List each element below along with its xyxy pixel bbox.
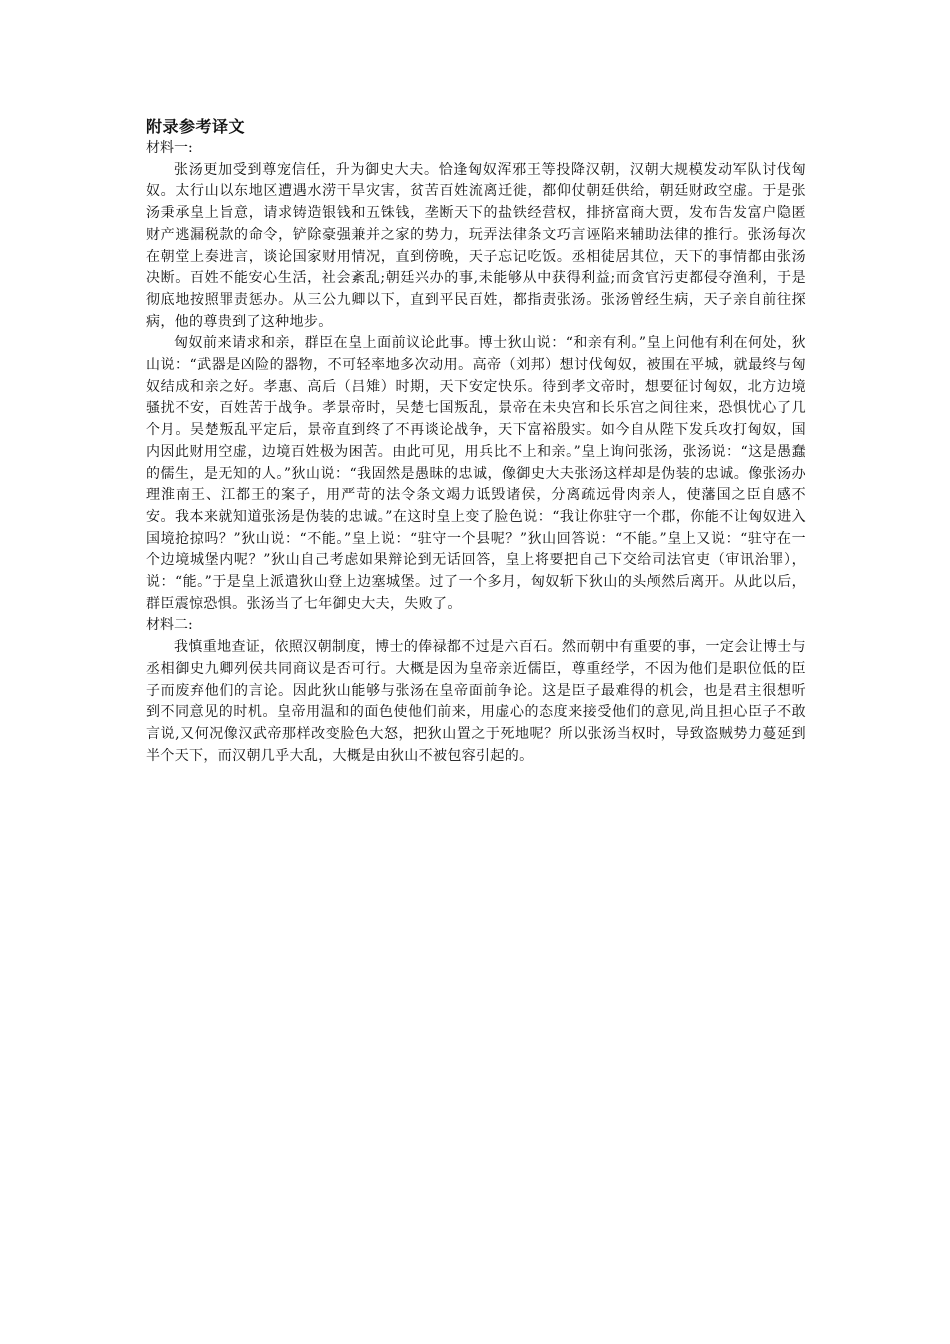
material-2-paragraph-1: 我慎重地查证，依照汉朝制度，博士的俸禄都不过是六百石。然而朝中有重要的事，一定会让博士与丞相御史九卿列侯共同商议是否可行。大概是因为皇帝亲近儒臣，尊重经学，不因为他们是职位低的臣子而废弃他们的言论。因此狄山能够与张汤在皇帝面前争论。这是臣子最难得的机会，也是君主很想听到不同意见的时机。皇帝用温和的面色使他们前来，用虚心的态度来接受他们的意见,尚且担心臣子不敢言说,又何况像汉武帝那样改变脸色大怒，把狄山置之于死地呢？所以张汤当权时，导致盗贼势力蔓延到半个天下，而汉朝几乎大乱，大概是由狄山不被包容引起的。 — [146, 639, 806, 764]
document-page — [146, 116, 806, 767]
document-title: 附录参考译文 — [146, 117, 246, 136]
material-1-paragraph-2: 匈奴前来请求和亲，群臣在皇上面前议论此事。博士狄山说：“和亲有利。”皇上问他有利在何处，狄山说：“武器是凶险的器物，不可轻率地多次动用。高帝（刘邦）想讨伐匈奴，被围在平城，就最终与匈奴结成和亲之好。孝惠、高后（吕雉）时期，天下安定快乐。待到孝文帝时，想要征讨匈奴，北方边境骚扰不安，百姓苦于战争。孝景帝时，吴楚七国叛乱，景帝在未央宫和长乐宫之间往来，恐惧忧心了几个月。吴楚叛乱平定后，景帝直到终了不再谈论战争，天下富裕殷实。如今自从陛下发兵攻打匈奴，国内因此财用空虚，边境百姓极为困苦。由此可见，用兵比不上和亲。”皇上询问张汤，张汤说：“这是愚蠢的儒生，是无知的人。”狄山说：“我固然是愚昧的忠诚，像御史大夫张汤这样却是伪装的忠诚。像张汤办理淮南王、江都王的案子，用严苛的法令条文竭力诋毁诸侯，分离疏远骨肉亲人，使藩国之臣自感不安。我本来就知道张汤是伪装的忠诚。”在这时皇上变了脸色说：“我让你驻守一个郡，你能不让匈奴进入国境抢掠吗？”狄山说：“不能。”皇上说：“驻守一个县呢？”狄山回答说：“不能。”皇上又说：“驻守在一个边境城堡内呢？”狄山自己考虑如果辩论到无话回答，皇上将要把自己下交给司法官吏（审讯治罪），说：“能。”于是皇上派遣狄山登上边塞城堡。过了一个多月，匈奴斩下狄山的头颅然后离开。从此以后，群臣震惊恐惧。张汤当了七年御史大夫，失败了。 — [146, 335, 806, 612]
material-1-paragraph-1: 张汤更加受到尊宠信任，升为御史大夫。恰逢匈奴浑邪王等投降汉朝，汉朝大规模发动军队讨伐匈奴。太行山以东地区遭遇水涝干旱灾害，贫苦百姓流离迁徙，都仰仗朝廷供给，朝廷财政空虚。于是张汤秉承皇上旨意，请求铸造银钱和五铢钱，垄断天下的盐铁经营权，排挤富商大贾，发布告发富户隐匿财产逃漏税款的命令，铲除豪强兼并之家的势力，玩弄法律条文巧言诬陷来辅助法律的推行。张汤每次在朝堂上奏进言，谈论国家财用情况，直到傍晚，天子忘记吃饭。丞相徒居其位，天下的事情都由张汤决断。百姓不能安心生活，社会紊乱;朝廷兴办的事,未能够从中获得利益;而贪官污吏都侵夺渔利，于是彻底地按照罪责惩办。从三公九卿以下，直到平民百姓，都指责张汤。张汤曾经生病，天子亲自前往探病，他的尊贵到了这种地步。 — [146, 161, 806, 330]
material-2-label: 材料二: — [146, 617, 193, 634]
material-1-label: 材料一: — [146, 140, 193, 156]
